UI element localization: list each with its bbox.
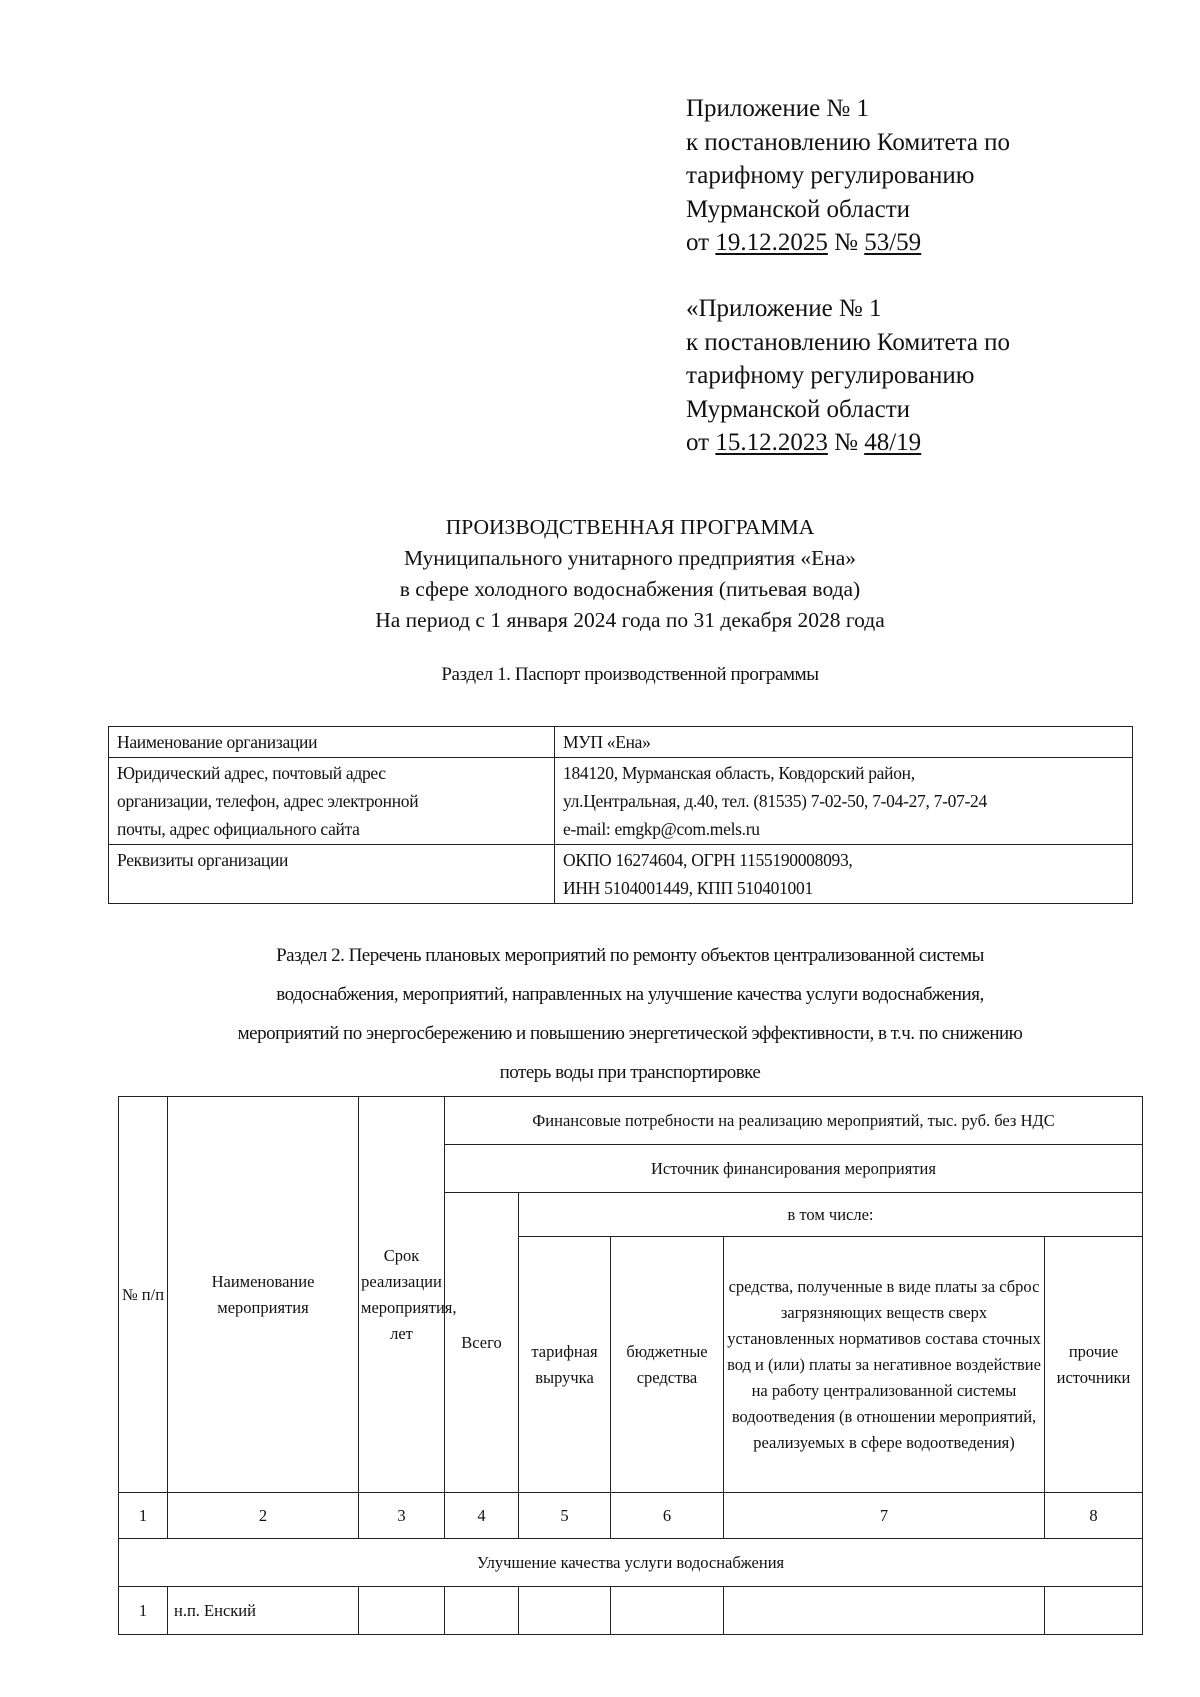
appendix-title: «Приложение № 1 [686, 295, 882, 322]
title-line: в сфере холодного водоснабжения (питьевая вода) [399, 577, 861, 601]
heading-line: Раздел 2. Перечень плановых мероприятий по ремонту объектов централизованной системы [276, 945, 984, 966]
passport-table [108, 726, 1133, 904]
table-row [109, 727, 1133, 758]
column-number-row [119, 1493, 1143, 1539]
email-text: e-mail: emgkp@com.mels.ru [563, 819, 760, 839]
header-total: Всего [445, 1193, 519, 1493]
date-prefix: от [686, 429, 710, 456]
decree-number: 53/59 [864, 229, 922, 256]
row-number: 1 [119, 1587, 168, 1635]
passport-value-cell: ОКПО 16274604, ОГРН 1155190008093, ИНН 5104001449, КПП 510401001 [555, 845, 1133, 904]
appendix-date-line [686, 426, 1166, 460]
decree-date: 19.12.2025 [715, 229, 828, 256]
group-heading: Улучшение качества услуги водоснабжения [119, 1539, 1143, 1587]
section1-heading: Раздел 1. Паспорт производственной программы [441, 664, 819, 685]
appendix-line: тарифному регулированию [686, 362, 975, 389]
header-financial-needs: Финансовые потребности на реализацию мероприятий, тыс. руб. без НДС [445, 1097, 1143, 1145]
passport-label-cell: Реквизиты организации [109, 845, 555, 904]
row-name: н.п. Енский [168, 1587, 359, 1635]
table-row [119, 1097, 1143, 1145]
section2-heading [40, 936, 1200, 1092]
passport-label-cell: Юридический адрес, почтовый адрес организации, телефон, адрес электронной почты, адрес официального сайта [109, 758, 555, 845]
number-prefix: № [834, 429, 858, 456]
column-number: 6 [611, 1493, 724, 1539]
column-number: 5 [519, 1493, 611, 1539]
column-number: 8 [1045, 1493, 1143, 1539]
table-row [109, 758, 1133, 845]
column-number: 3 [359, 1493, 445, 1539]
header-funding-source: Источник финансирования мероприятия [445, 1145, 1143, 1193]
empty-cell [611, 1587, 724, 1635]
appendix-line: Мурманской области [686, 195, 911, 223]
header-including: в том числе: [519, 1193, 1143, 1237]
empty-cell [724, 1587, 1045, 1635]
column-number: 2 [168, 1493, 359, 1539]
appendix-line: к постановлению Комитета по [686, 128, 1011, 156]
heading-line: водоснабжения, мероприятий, направленных на улучшение качества услуги водоснабжения, [276, 984, 984, 1005]
passport-value-cell: МУП «Ена» [555, 727, 1133, 758]
appendix-line: к постановлению Комитета по [686, 328, 1011, 356]
appendix-date-line [686, 226, 1166, 260]
table-row [109, 845, 1133, 904]
appendix-header-previous [686, 292, 1166, 460]
empty-cell [1045, 1587, 1143, 1635]
passport-value-cell: 184120, Мурманская область, Ковдорский район, ул.Центральная, д.40, тел. (81535) 7-02-50, 7-04-27, 7-07-24 e-mail: emgkp@com.mels.ru [555, 758, 1133, 845]
group-row [119, 1539, 1143, 1587]
appendix-title: Приложение № 1 [686, 95, 870, 122]
empty-cell [359, 1587, 445, 1635]
heading-line: мероприятий по энергосбережению и повышению энергетической эффективности, в т.ч. по снижению [237, 1023, 1023, 1044]
appendix-line: Мурманской области [686, 395, 911, 423]
passport-label-cell: Наименование организации [109, 727, 555, 758]
appendix-header-current [686, 92, 1166, 260]
title-line: На период с 1 января 2024 года по 31 декабря 2028 года [375, 608, 885, 632]
title-line: ПРОИЗВОДСТВЕННАЯ ПРОГРАММА [445, 515, 815, 539]
decree-date: 15.12.2023 [715, 429, 828, 456]
table-row [119, 1587, 1143, 1635]
measures-table [118, 1096, 1143, 1635]
program-title [0, 512, 1200, 636]
column-number: 4 [445, 1493, 519, 1539]
column-number: 1 [119, 1493, 168, 1539]
heading-line: потерь воды при транспортировке [499, 1062, 761, 1083]
header-other-sources: прочие источники [1045, 1237, 1143, 1493]
header-no: № п/п [119, 1097, 168, 1493]
column-number: 7 [724, 1493, 1045, 1539]
number-prefix: № [834, 229, 858, 256]
empty-cell [445, 1587, 519, 1635]
header-fees: средства, полученные в виде платы за сброс загрязняющих веществ сверх установленных нормативов состава сточных вод и (или) платы за негативное воздействие на работу централизованной системы водоотведения (в отношении мероприятий, реализуемых в сфере водоотведения) [724, 1237, 1045, 1493]
header-term: Срок реализации мероприятия, лет [359, 1097, 445, 1493]
header-budget-funds: бюджетные средства [611, 1237, 724, 1493]
appendix-line: тарифному регулированию [686, 162, 975, 189]
title-line: Муниципального унитарного предприятия «Ена» [403, 546, 857, 570]
date-prefix: от [686, 229, 710, 256]
header-name: Наименование мероприятия [168, 1097, 359, 1493]
header-tariff-revenue: тарифная выручка [519, 1237, 611, 1493]
decree-number: 48/19 [864, 429, 922, 456]
empty-cell [519, 1587, 611, 1635]
